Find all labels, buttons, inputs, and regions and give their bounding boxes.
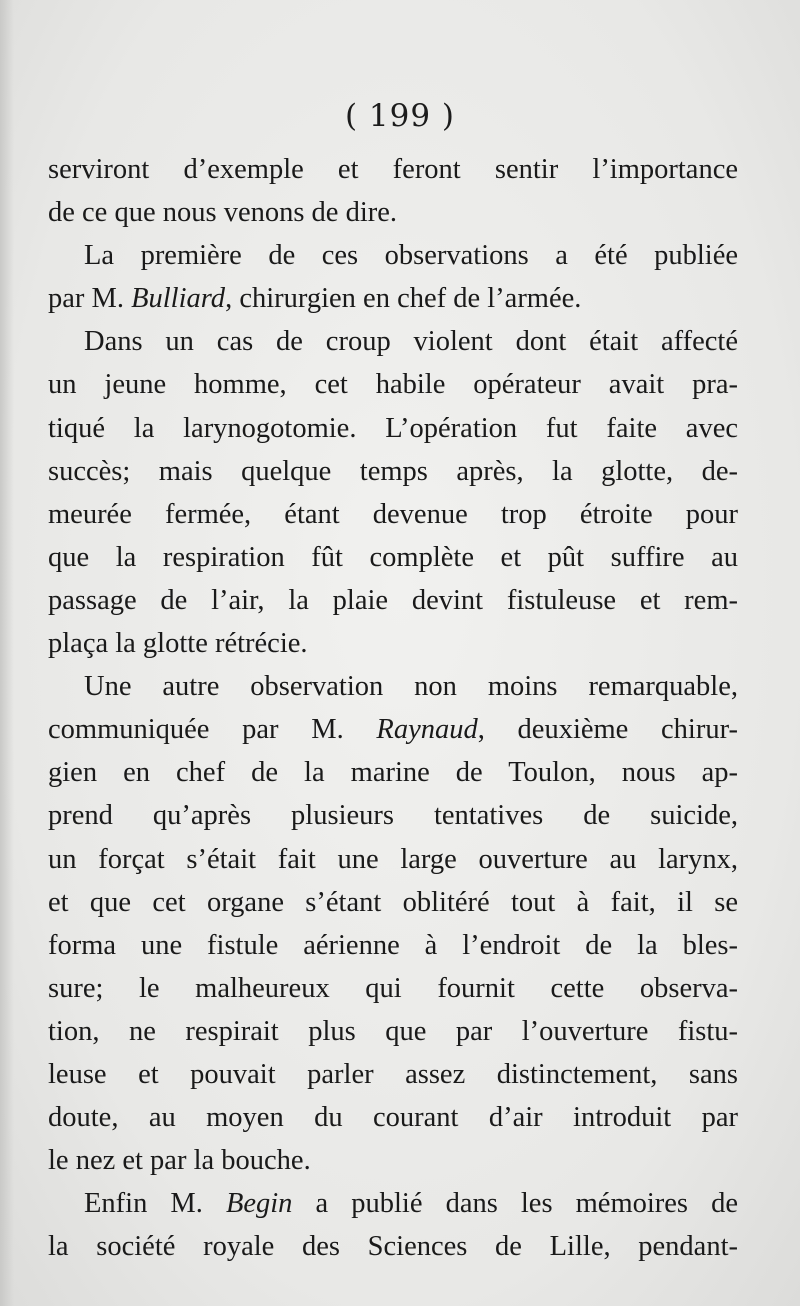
text-line <box>48 1053 738 1096</box>
text-line <box>48 277 738 320</box>
text-line <box>48 665 738 708</box>
text-line <box>48 148 738 191</box>
text-line <box>48 1010 738 1053</box>
text-run: et que cet organe s’étant oblitéré tout à fait, il se <box>48 886 738 918</box>
text-line <box>48 320 738 363</box>
text-run: un forçat s’était fait une large ouverture au larynx, <box>48 843 738 875</box>
text-line <box>48 967 738 1010</box>
text-run: tiqué la larynogotomie. L’opération fut faite avec <box>48 412 738 444</box>
text-run: meurée fermée, étant devenue trop étroite pour <box>48 498 738 530</box>
body-text <box>48 148 738 1268</box>
text-run: doute, au moyen du courant d’air introduit par <box>48 1102 738 1134</box>
text-line <box>48 493 738 536</box>
text-line <box>48 536 738 579</box>
text-line <box>48 794 738 837</box>
text-line <box>48 579 738 622</box>
text-run: passage de l’air, la plaie devint fistuleuse et rem- <box>48 584 738 616</box>
text-line <box>48 407 738 450</box>
text-line <box>48 751 738 794</box>
text-run: succès; mais quelque temps après, la glotte, de- <box>48 455 738 487</box>
text-run: serviront d’exemple et feront sentir l’importance <box>48 154 738 185</box>
text-run: Enfin M. <box>84 1188 226 1220</box>
text-run: plaça la glotte rétrécie. <box>48 628 308 660</box>
text-run: un jeune homme, cet habile opérateur avait pra- <box>48 369 738 401</box>
text-line <box>48 1139 738 1182</box>
italic-name: Bulliard <box>131 283 226 315</box>
text-run: La première de ces observations a été publiée <box>84 240 738 272</box>
text-run: communiquée par M. <box>48 714 377 746</box>
text-line <box>48 1225 738 1268</box>
text-run: Dans un cas de croup violent dont était affecté <box>84 326 738 358</box>
text-run: tion, ne respirait plus que par l’ouverture fistu- <box>48 1015 738 1047</box>
page-number: ( 199 ) <box>344 98 456 134</box>
text-run: a publié dans les mémoires de <box>292 1188 738 1220</box>
text-run: par M. <box>48 283 132 315</box>
text-line <box>48 622 738 665</box>
text-run: gien en chef de la marine de Toulon, nous ap- <box>48 757 738 789</box>
text-line <box>48 363 738 406</box>
text-line <box>48 234 738 277</box>
text-line <box>48 450 738 493</box>
text-run: la société royale des Sciences de Lille, pendant- <box>48 1231 738 1263</box>
text-run: , deuxième chirur- <box>477 714 738 746</box>
text-run: le nez et par la bouche. <box>48 1145 311 1177</box>
text-run: , chirurgien en chef de l’armée. <box>225 283 582 315</box>
text-run: de ce que nous venons de dire. <box>48 197 398 229</box>
text-run: Une autre observation non moins remarquable, <box>84 671 738 703</box>
text-run: sure; le malheureux qui fournit cette observa- <box>48 972 738 1004</box>
italic-name: Raynaud <box>376 714 478 746</box>
text-line <box>48 708 738 751</box>
text-run: prend qu’après plusieurs tentatives de suicide, <box>48 800 738 832</box>
text-line <box>48 838 738 881</box>
text-run: leuse et pouvait parler assez distinctement, sans <box>48 1058 738 1090</box>
text-line <box>48 881 738 924</box>
text-line <box>48 1182 738 1225</box>
italic-name: Begin <box>225 1188 293 1220</box>
text-line <box>48 191 738 234</box>
text-run: que la respiration fût complète et pût suffire au <box>48 541 738 573</box>
text-line <box>48 924 738 967</box>
text-run: forma une fistule aérienne à l’endroit de la bles- <box>48 929 738 961</box>
page-edge-shadow <box>0 0 14 1306</box>
text-line <box>48 1096 738 1139</box>
